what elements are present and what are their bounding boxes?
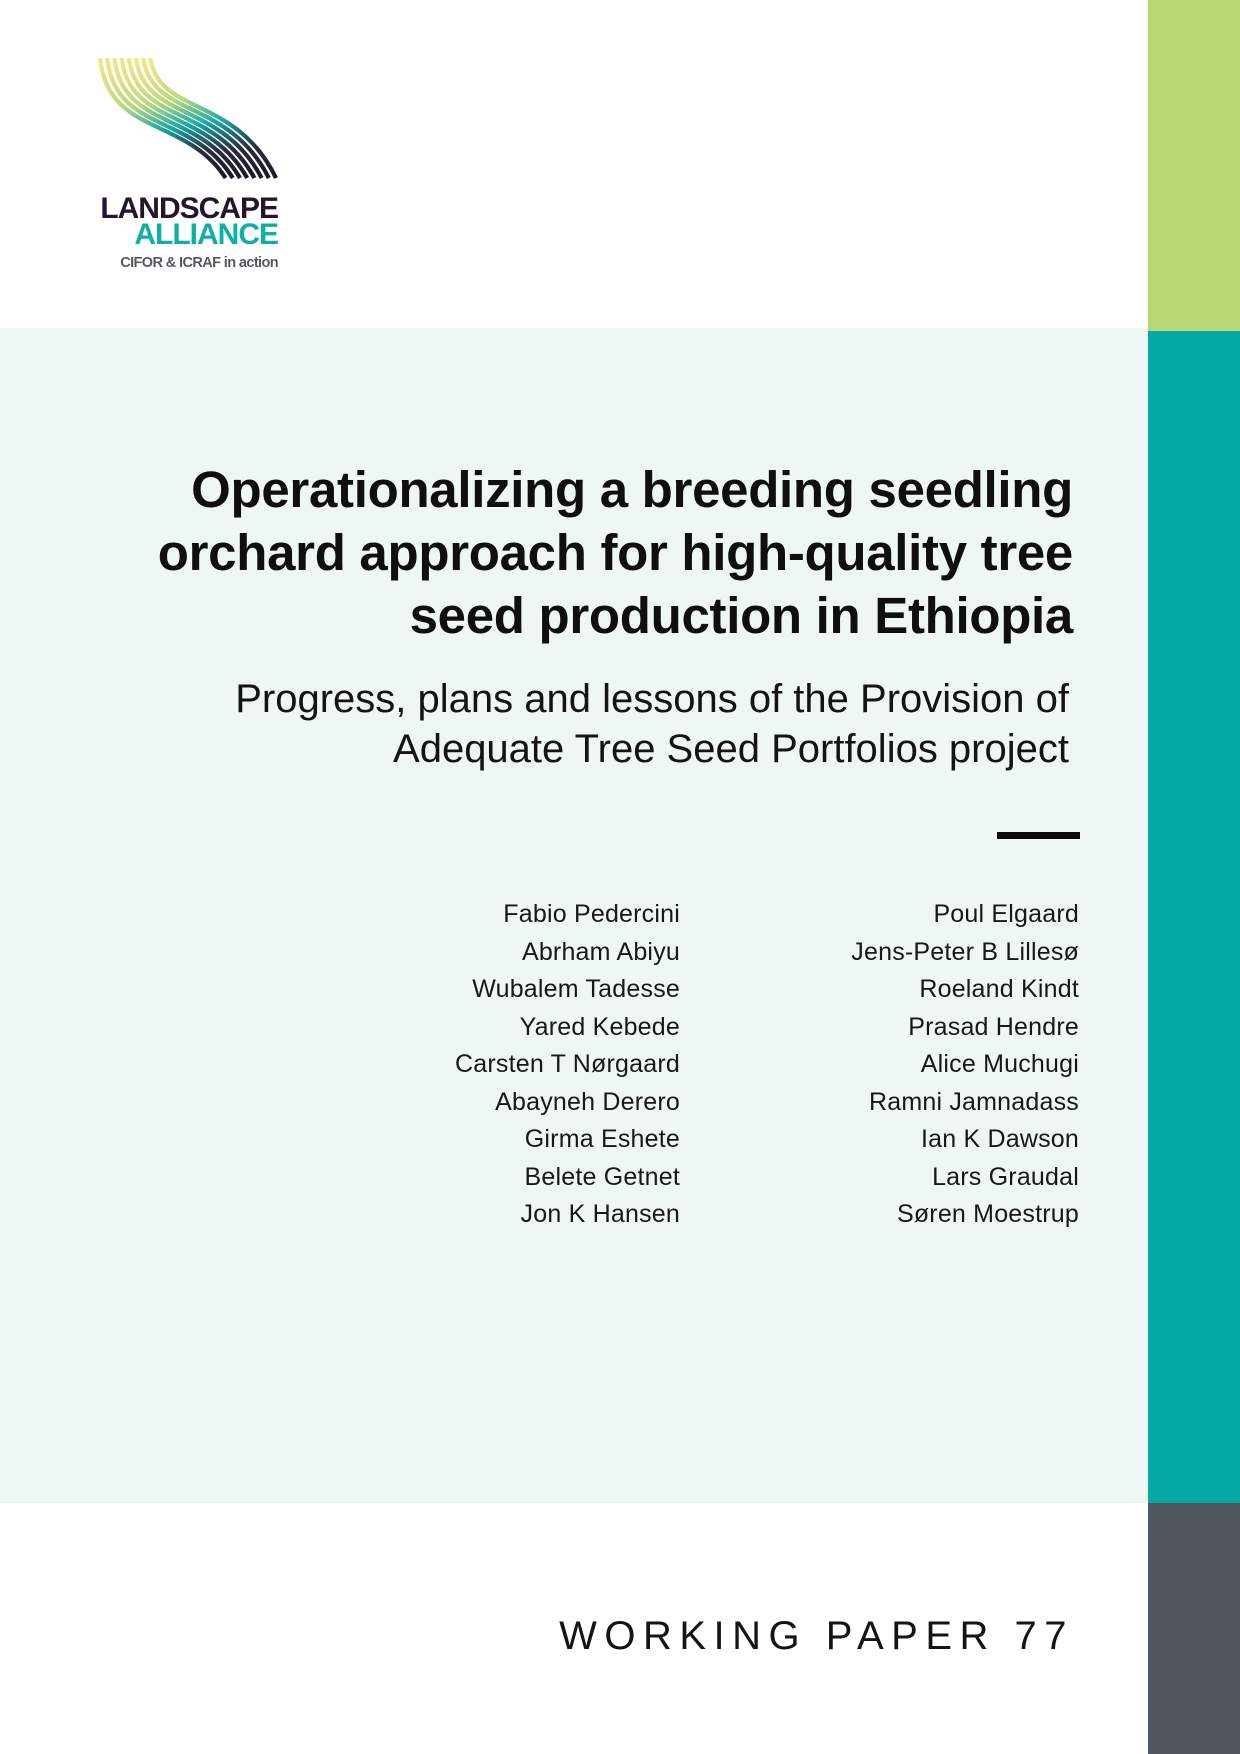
author-name: Ian K Dawson [920, 1125, 1079, 1153]
author-name: Fabio Pedercini [503, 900, 680, 928]
author-name: Carsten T Nørgaard [455, 1050, 680, 1078]
curved-lines-logo-icon [98, 56, 282, 182]
logo-tagline: CIFOR & ICRAF in action [120, 255, 278, 271]
author-name: Yared Kebede [519, 1012, 680, 1041]
author-list-left [455, 896, 680, 1234]
author-name: Wubalem Tadesse [472, 975, 680, 1003]
author-name: Alice Muchugi [920, 1050, 1079, 1078]
author-name: Belete Getnet [524, 1162, 680, 1191]
logo-wordmark-landscape: LANDSCAPE [100, 192, 278, 225]
author-name: Prasad Hendre [908, 1012, 1079, 1041]
author-name: Lars Graudal [932, 1162, 1079, 1191]
color-stripe-middle [1148, 331, 1240, 1503]
author-name: Girma Eshete [524, 1125, 680, 1153]
author-name: Roeland Kindt [919, 975, 1079, 1003]
author-name: Ramni Jamnadass [868, 1087, 1079, 1116]
divider-rule [997, 832, 1080, 839]
logo-wordmark-alliance: ALLIANCE [134, 218, 278, 251]
author-name: Abayneh Derero [495, 1087, 680, 1116]
landscape-alliance-logo [98, 56, 282, 276]
series-label: WORKING PAPER 77 [559, 1614, 1074, 1658]
color-stripe-top [1148, 0, 1240, 331]
author-name: Søren Moestrup [896, 1200, 1079, 1228]
author-name: Jens-Peter B Lillesø [851, 937, 1079, 966]
author-name: Jon K Hansen [520, 1200, 680, 1228]
author-name: Abrham Abiyu [521, 937, 680, 966]
page-subtitle: Progress, plans and lessons of the Provision of Adequate Tree Seed Portfolios project [235, 677, 1069, 771]
color-stripe-bottom [1148, 1503, 1240, 1754]
page-title: Operationalizing a breeding seedling orchard approach for high-quality tree seed production in Ethiopia [157, 461, 1073, 644]
author-name: Poul Elgaard [933, 900, 1079, 928]
author-list-right [851, 896, 1079, 1234]
